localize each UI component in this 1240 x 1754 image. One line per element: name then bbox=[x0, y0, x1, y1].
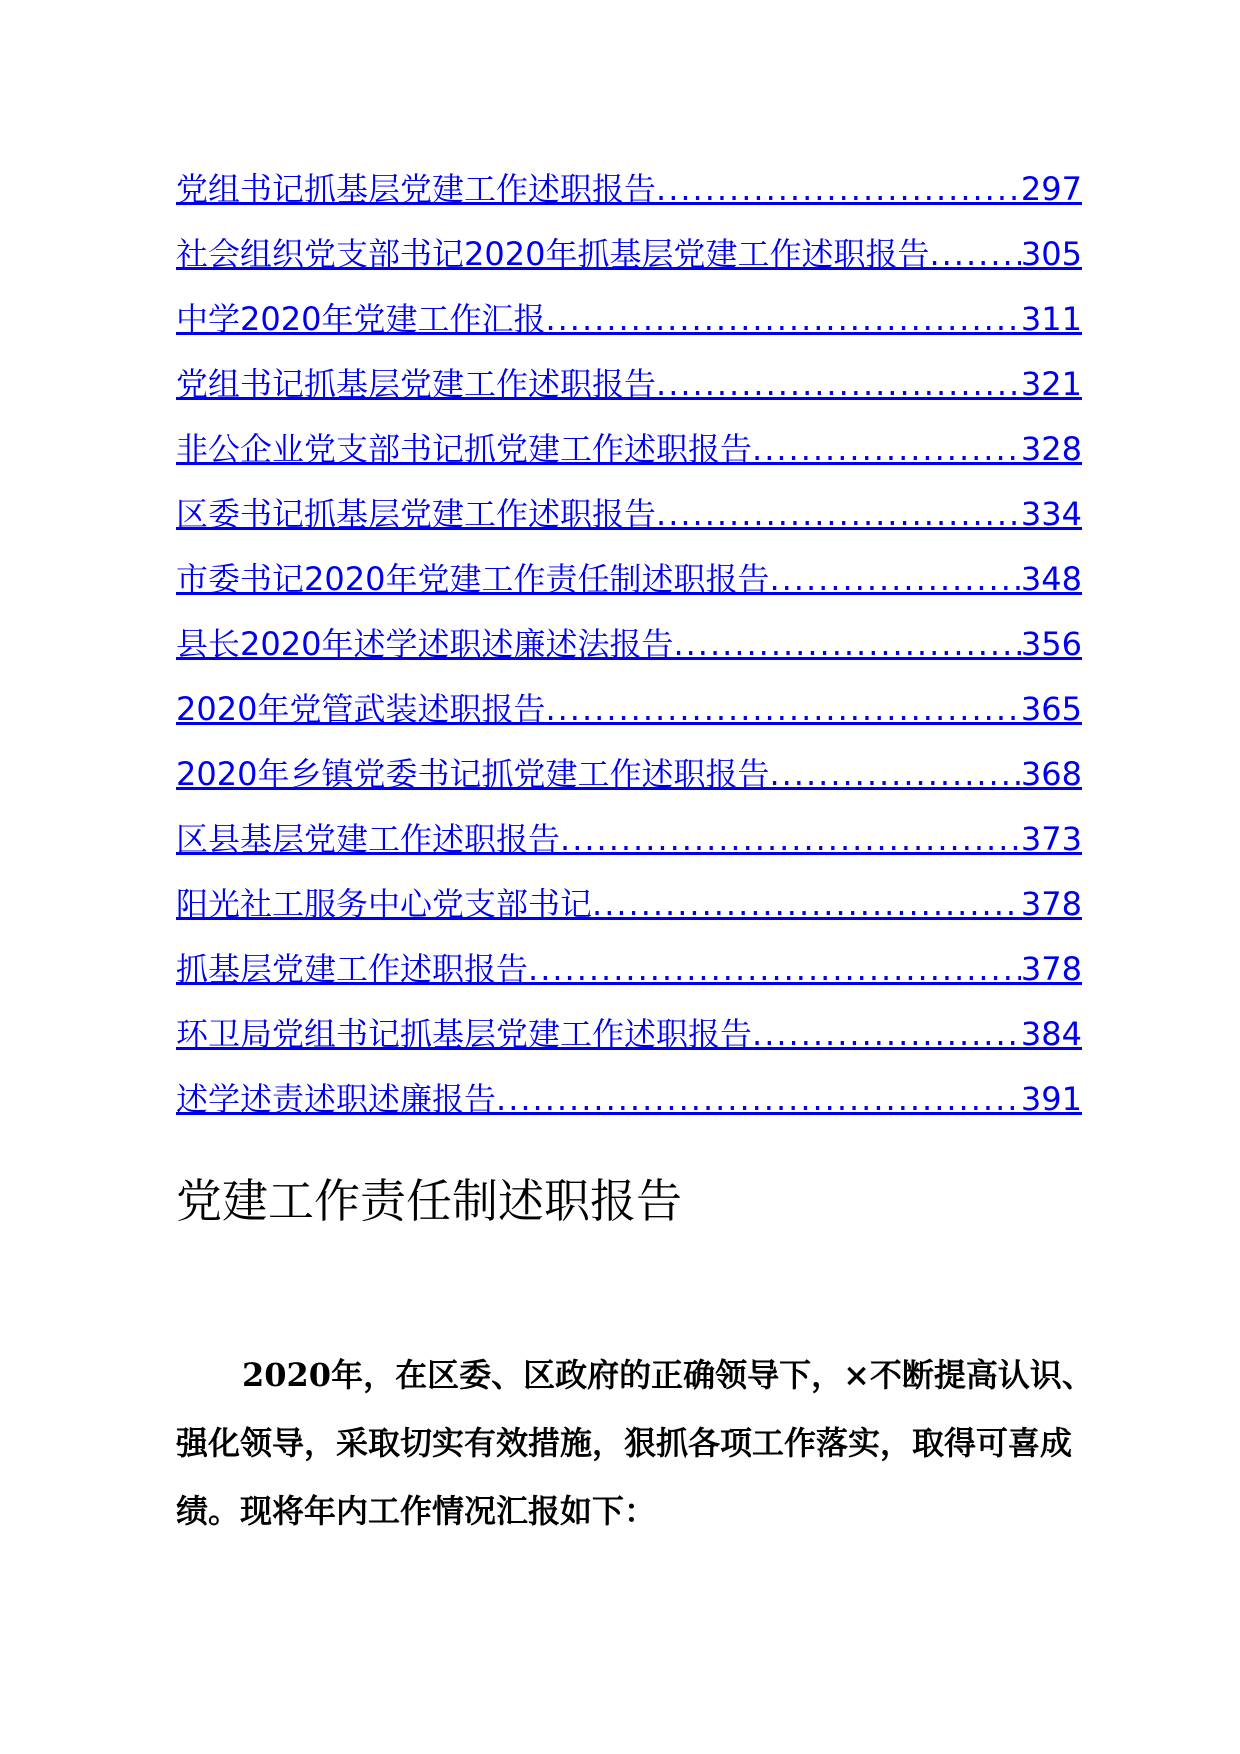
toc-entry-title: 抓基层党建工作述职报告 bbox=[176, 950, 529, 988]
toc-dot-leader bbox=[545, 689, 1020, 729]
toc-dot-leader bbox=[752, 429, 1021, 469]
intro-paragraph: 2020年，在区委、区政府的正确领导下，×不断提高认识、强化领导，采取切实有效措施，狠抓各项工作落实，取得可喜成绩。现将年内工作情况汇报如下： bbox=[176, 1356, 1094, 1530]
document-title: 党建工作责任制述职报告 bbox=[176, 1174, 682, 1228]
toc-entry-page: 368 bbox=[1020, 755, 1082, 793]
toc-entry-page: 328 bbox=[1020, 430, 1082, 468]
toc-dot-leader bbox=[560, 819, 1021, 859]
toc-dot-leader bbox=[656, 169, 1021, 209]
toc-dot-leader bbox=[496, 1079, 1021, 1119]
toc-entry[interactable] bbox=[176, 494, 1082, 559]
toc-entry-title: 环卫局党组书记抓基层党建工作述职报告 bbox=[176, 1015, 753, 1053]
toc-entry-page: 297 bbox=[1020, 170, 1082, 208]
toc-entry[interactable] bbox=[176, 234, 1082, 299]
toc-entry[interactable] bbox=[176, 689, 1082, 754]
toc-entry-title: 2020年乡镇党委书记抓党建工作述职报告 bbox=[176, 755, 770, 793]
toc-entry[interactable] bbox=[176, 559, 1082, 624]
toc-dot-leader bbox=[752, 1014, 1021, 1054]
toc-entry-title: 县长2020年述学述职述廉述法报告 bbox=[176, 625, 674, 663]
table-of-contents bbox=[176, 169, 1082, 1144]
toc-entry[interactable] bbox=[176, 624, 1082, 689]
toc-entry-title: 区县基层党建工作述职报告 bbox=[176, 820, 561, 858]
toc-dot-leader bbox=[929, 234, 1020, 274]
toc-entry-page: 305 bbox=[1020, 235, 1082, 273]
toc-entry[interactable] bbox=[176, 364, 1082, 429]
toc-entry[interactable] bbox=[176, 754, 1082, 819]
toc-entry[interactable] bbox=[176, 1014, 1082, 1079]
toc-dot-leader bbox=[769, 559, 1020, 599]
toc-entry[interactable] bbox=[176, 169, 1082, 234]
toc-dot-leader bbox=[528, 949, 1021, 989]
toc-entry[interactable] bbox=[176, 884, 1082, 949]
toc-entry-page: 365 bbox=[1020, 690, 1082, 728]
toc-entry-page: 378 bbox=[1020, 885, 1082, 923]
toc-entry[interactable] bbox=[176, 299, 1082, 364]
toc-entry-page: 321 bbox=[1020, 365, 1082, 403]
toc-entry-title: 2020年党管武装述职报告 bbox=[176, 690, 546, 728]
toc-entry-page: 356 bbox=[1020, 625, 1082, 663]
toc-dot-leader bbox=[673, 624, 1020, 664]
toc-dot-leader bbox=[656, 364, 1021, 404]
toc-entry-title: 党组书记抓基层党建工作述职报告 bbox=[176, 365, 657, 403]
toc-entry-title: 党组书记抓基层党建工作述职报告 bbox=[176, 170, 657, 208]
toc-entry-title: 阳光社工服务中心党支部书记 bbox=[176, 885, 593, 923]
toc-dot-leader bbox=[592, 884, 1021, 924]
toc-entry-page: 391 bbox=[1020, 1080, 1082, 1118]
toc-entry-title: 非公企业党支部书记抓党建工作述职报告 bbox=[176, 430, 753, 468]
toc-entry[interactable] bbox=[176, 949, 1082, 1014]
toc-entry-page: 378 bbox=[1020, 950, 1082, 988]
toc-entry-title: 市委书记2020年党建工作责任制述职报告 bbox=[176, 560, 770, 598]
toc-entry-page: 373 bbox=[1020, 820, 1082, 858]
toc-entry-page: 334 bbox=[1020, 495, 1082, 533]
toc-dot-leader bbox=[656, 494, 1021, 534]
toc-entry-page: 384 bbox=[1020, 1015, 1082, 1053]
toc-entry[interactable] bbox=[176, 1079, 1082, 1144]
toc-entry-page: 348 bbox=[1020, 560, 1082, 598]
toc-entry-title: 述学述责述职述廉报告 bbox=[176, 1080, 497, 1118]
toc-entry[interactable] bbox=[176, 819, 1082, 884]
toc-entry-title: 区委书记抓基层党建工作述职报告 bbox=[176, 495, 657, 533]
toc-dot-leader bbox=[769, 754, 1020, 794]
toc-entry-title: 社会组织党支部书记2020年抓基层党建工作述职报告 bbox=[176, 235, 930, 273]
toc-dot-leader bbox=[545, 299, 1020, 339]
toc-entry[interactable] bbox=[176, 429, 1082, 494]
toc-entry-title: 中学2020年党建工作汇报 bbox=[176, 300, 546, 338]
toc-entry-page: 311 bbox=[1020, 300, 1082, 338]
